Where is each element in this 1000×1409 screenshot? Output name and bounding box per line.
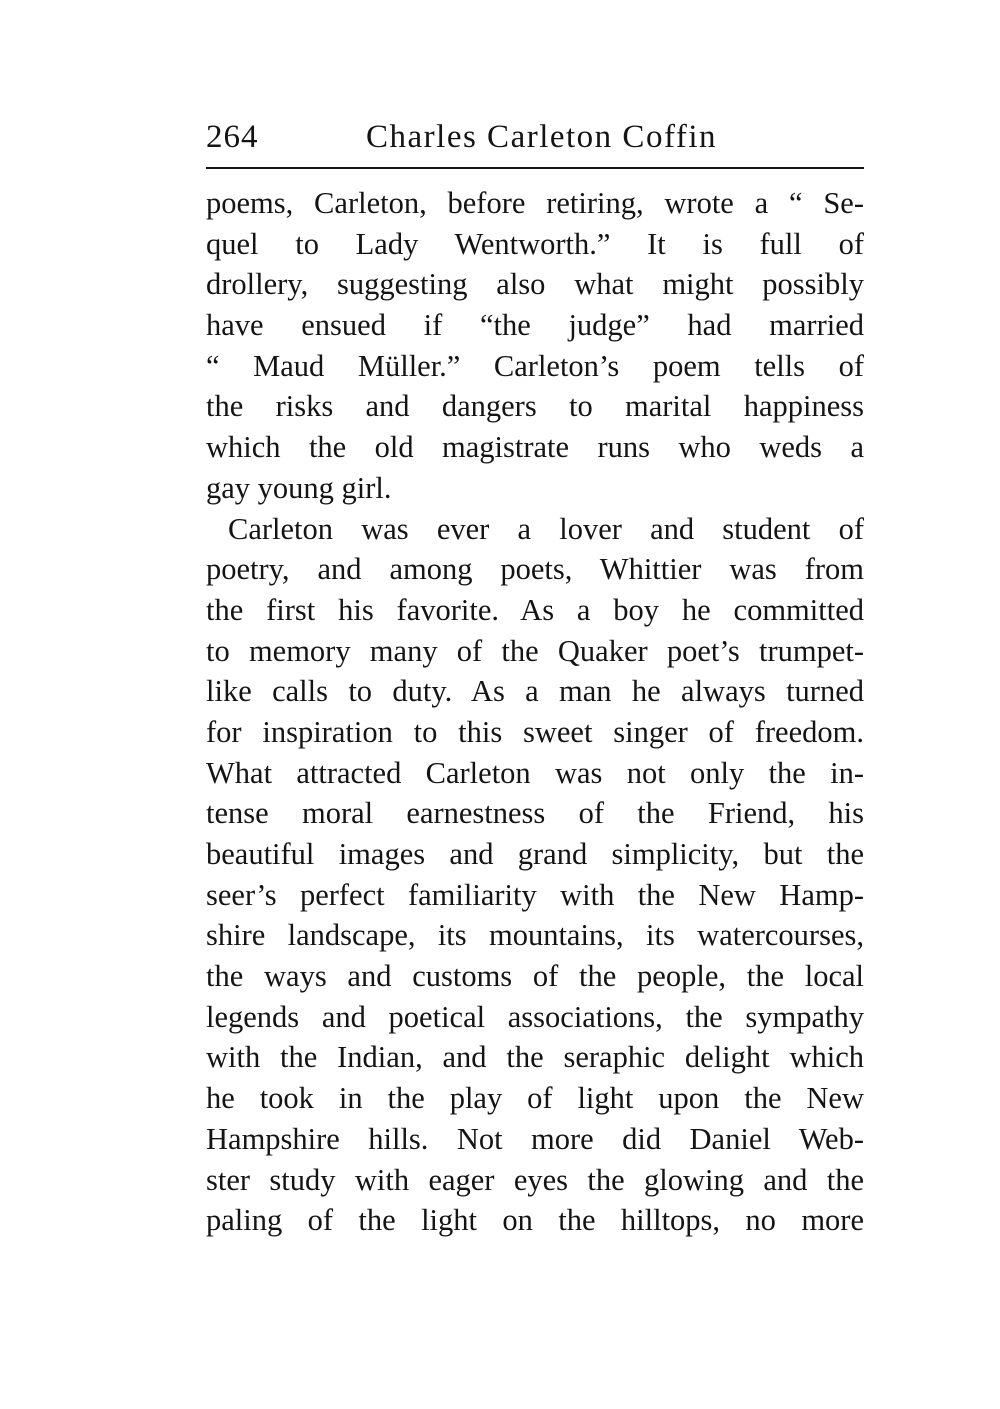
text-line: poems, Carleton, before retiring, wrote a “ Se- (206, 186, 864, 220)
text-line: poetry, and among poets, Whittier was from (206, 552, 864, 587)
text-line: Hampshire hills. Not more did Daniel Web- (206, 1121, 864, 1156)
text-line: paling of the light on the hilltops, no more (206, 1203, 864, 1238)
text-line: quel to Lady Wentworth.” It is full of (206, 226, 864, 261)
text-line: What attracted Carleton was not only the in- (206, 755, 864, 790)
text-line: beautiful images and grand simplicity, but the (206, 837, 864, 871)
text-line: the first his favorite. As a boy he committed (206, 592, 864, 627)
page-number: 264 (206, 119, 259, 155)
text-line: to memory many of the Quaker poet’s trumpet- (206, 633, 864, 668)
body-text (206, 183, 864, 1241)
text-line: drollery, suggesting also what might possibly (206, 267, 864, 302)
page-header (206, 112, 864, 162)
paragraph-1 (206, 183, 864, 509)
paragraph-2 (206, 509, 864, 1241)
text-line: he took in the play of light upon the New (206, 1081, 864, 1116)
text-line: like calls to duty. As a man he always turned (206, 674, 864, 709)
text-line: shire landscape, its mountains, its watercourses, (206, 918, 864, 953)
text-line: with the Indian, and the seraphic delight which (206, 1040, 864, 1075)
text-line: legends and poetical associations, the sympathy (206, 999, 864, 1034)
text-line: tense moral earnestness of the Friend, his (206, 796, 864, 831)
header-rule (206, 167, 864, 169)
text-line: have ensued if “the judge” had married (206, 308, 864, 343)
text-line: the ways and customs of the people, the local (206, 959, 864, 994)
text-line: for inspiration to this sweet singer of freedom. (206, 714, 864, 749)
text-line: gay young girl. (206, 470, 392, 505)
text-line: ster study with eager eyes the glowing and the (206, 1162, 864, 1197)
text-line: “ Maud Müller.” Carleton’s poem tells of (206, 348, 864, 383)
text-line: seer’s perfect familiarity with the New Hamp- (206, 877, 864, 912)
text-line: which the old magistrate runs who weds a (206, 430, 864, 465)
text-line: the risks and dangers to marital happiness (206, 389, 864, 424)
text-line: Carleton was ever a lover and student of (228, 511, 864, 546)
running-title: Charles Carleton Coffin (366, 119, 717, 155)
